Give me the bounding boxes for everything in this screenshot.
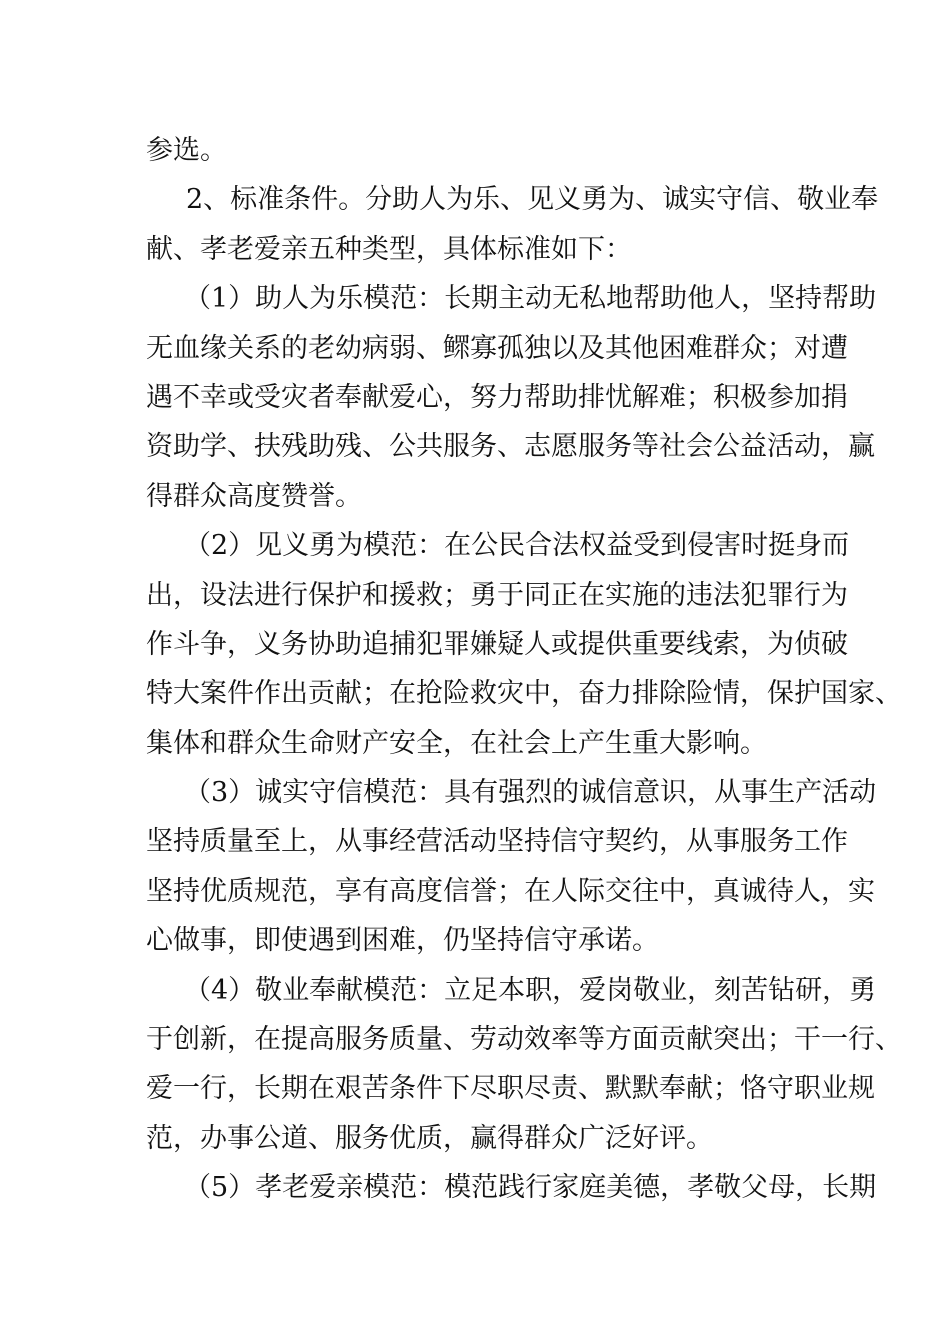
text-line: 参选。: [146, 135, 227, 166]
text-line: 得群众高度赞誉。: [146, 480, 362, 512]
text-line: 爱一行，长期在艰苦条件下尽职尽责、默默奉献；恪守职业规: [146, 1073, 875, 1105]
text-line: 集体和群众生命财产安全，在社会上产生重大影响。: [146, 727, 767, 759]
text-line: 心做事，即使遇到困难，仍坚持信守承诺。: [146, 925, 659, 957]
text-line: 无血缘关系的老幼病弱、鳏寡孤独以及其他困难群众；对遭: [146, 332, 848, 364]
text-line: 特大案件作出贡献；在抢险救灾中，奋力排除险情，保护国家、: [146, 678, 902, 710]
text-line: 作斗争，义务协助追捕犯罪嫌疑人或提供重要线索，为侦破: [146, 628, 848, 660]
section-heading-standards: 2、标准条件。分助人为乐、见义勇为、诚实守信、敬业奉: [186, 184, 879, 216]
item-heading-3: （3）诚实守信模范：具有强烈的诚信意识，从事生产活动: [184, 777, 877, 809]
document-body: [146, 126, 902, 1213]
item-heading-5: （5）孝老爱亲模范：模范践行家庭美德，孝敬父母，长期: [184, 1172, 877, 1204]
text-line: 出，设法进行保护和援救；勇于同正在实施的违法犯罪行为: [146, 579, 848, 611]
text-line: 于创新，在提高服务质量、劳动效率等方面贡献突出；干一行、: [146, 1024, 902, 1056]
text-line: 范，办事公道、服务优质，赢得群众广泛好评。: [146, 1122, 713, 1154]
text-line: 遇不幸或受灾者奉献爱心，努力帮助排忧解难；积极参加捐: [146, 381, 848, 413]
item-heading-1: （1）助人为乐模范：长期主动无私地帮助他人，坚持帮助: [184, 283, 877, 315]
text-line: 献、孝老爱亲五种类型，具体标准如下：: [146, 233, 632, 265]
text-line: 坚持质量至上，从事经营活动坚持信守契约，从事服务工作: [146, 826, 848, 858]
text-line: 资助学、扶残助残、公共服务、志愿服务等社会公益活动，赢: [146, 431, 875, 463]
item-heading-2: （2）见义勇为模范：在公民合法权益受到侵害时挺身而: [184, 530, 850, 562]
item-heading-4: （4）敬业奉献模范：立足本职，爱岗敬业，刻苦钻研，勇: [184, 974, 877, 1006]
text-line: 坚持优质规范，享有高度信誉；在人际交往中，真诚待人，实: [146, 875, 875, 907]
